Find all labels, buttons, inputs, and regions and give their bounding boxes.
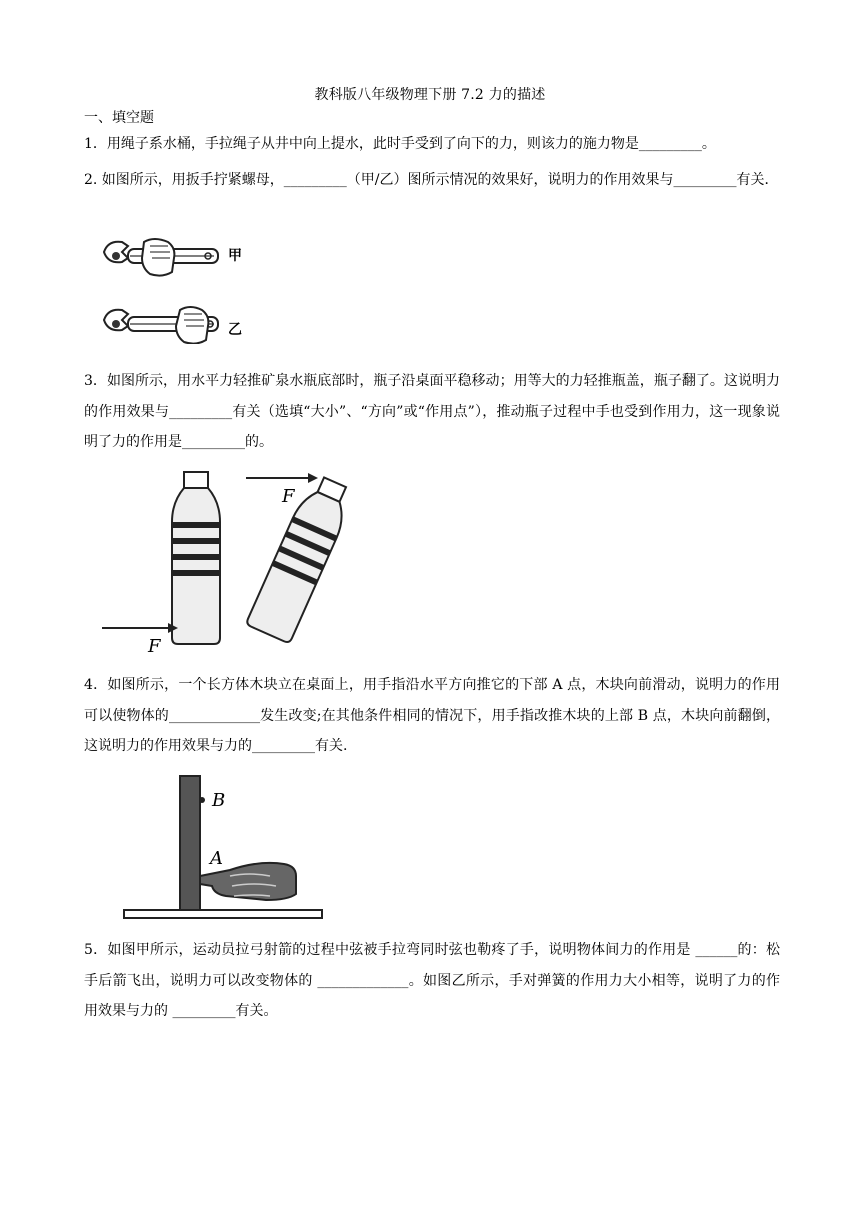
wrench-bottom <box>104 307 218 344</box>
question-5 <box>84 935 780 1027</box>
question-3-text: 3．如图所示，用水平力轻推矿泉水瓶底部时，瓶子沿桌面平稳移动；用等大的力轻推瓶盖，瓶子翻了。这说明力的作用效果与_________有关（选填“大小”、“方向”或“作用点”），推动瓶子过程中手也受到作用力，这一现象说明了力的作用是_________的。 <box>84 373 780 450</box>
question-2 <box>84 165 780 196</box>
question-4-text: 4．如图所示，一个长方体木块立在桌面上，用手指沿水平方向推它的下部 A 点，木块向前滑动，说明力的作用可以使物体的_____________发生改变;在其他条件相同的情况下，用手指改推木块的上部 B 点，木块向前翻倒，这说明力的作用效果与力的_________有关. <box>84 677 780 754</box>
question-4 <box>84 670 780 762</box>
block-figure <box>120 772 326 924</box>
bottle-figure <box>96 470 366 660</box>
document-title: 教科版八年级物理下册 7.2 力的描述 <box>314 87 546 103</box>
question-2-text: 2. 如图所示，用扳手拧紧螺母，_________（甲/乙）图所示情况的效果好，说明力的作用效果与_________有关． <box>84 172 779 188</box>
question-5-text: 5．如图甲所示，运动员拉弓射箭的过程中弦被手拉弯同时弦也勒疼了手，说明物体间力的作用是 ______的：松手后箭飞出，说明力可以改变物体的 _____________。如图乙所示，手对弹簧的作用力大小相等，说明了力的作用效果与力的 _________有关。 <box>84 942 780 1019</box>
question-1 <box>84 129 780 160</box>
section-heading: 一、填空题 <box>84 110 154 126</box>
force-label-bottom: F <box>148 636 161 657</box>
wrench-top <box>104 239 218 276</box>
wooden-block <box>180 776 200 912</box>
wrench-figure <box>100 232 250 344</box>
question-1-text: 1．用绳子系水桶，手拉绳子从井中向上提水，此时手受到了向下的力，则该力的施力物是_________。 <box>84 136 716 152</box>
question-3 <box>84 366 780 458</box>
wrench-top-label: 甲 <box>228 248 242 264</box>
force-label-top: F <box>282 486 295 507</box>
bottle-upright <box>172 472 220 644</box>
point-b-label: B <box>212 790 226 811</box>
wrench-bottom-label: 乙 <box>228 322 242 338</box>
bottle-tilted <box>246 473 357 644</box>
point-a-label: A <box>210 848 223 869</box>
table-surface <box>124 910 322 918</box>
